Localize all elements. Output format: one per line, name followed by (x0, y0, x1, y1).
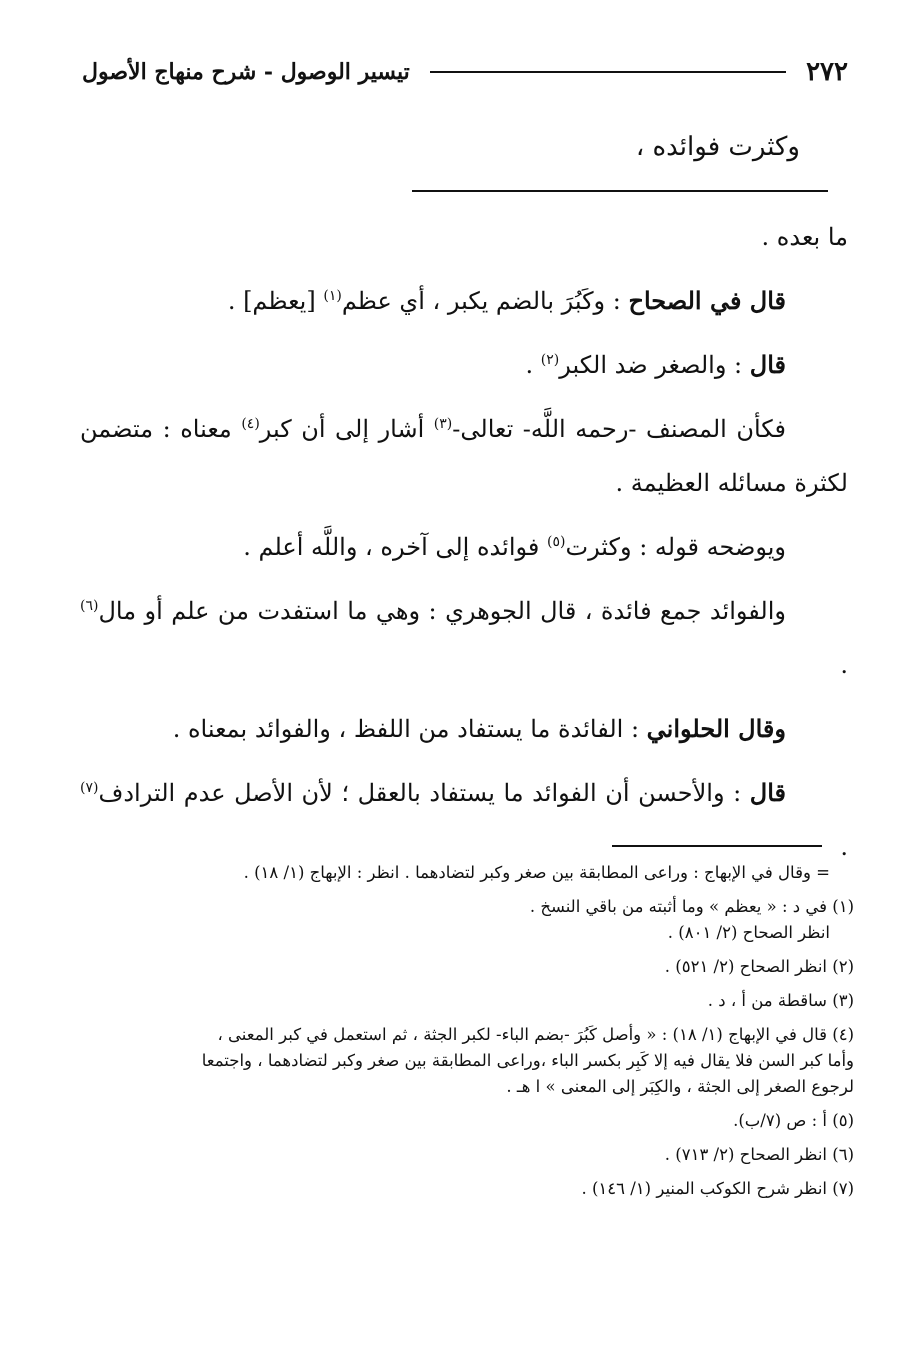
footnote-7: (٧) انظر شرح الكوكب المنير (١/ ١٤٦) . (581, 1179, 854, 1198)
book-title: تيسير الوصول - شرح منهاج الأصول (82, 59, 410, 85)
footnote-ref-1[interactable]: (١) (323, 288, 342, 304)
footnote-ref-7[interactable]: (٧) (80, 780, 99, 796)
running-header (82, 52, 848, 92)
page-number: ٢٧٢ (806, 57, 848, 87)
paragraph-6: والفوائد جمع فائدة ، قال الجوهري : وهي ما استفدت من علم أو مال$^{(٦)}$ . (80, 597, 848, 679)
lemma-rule (412, 190, 828, 192)
matn-lemma: وكثرت فوائده ، (635, 132, 800, 162)
footnote-ref-4[interactable]: (٤) (241, 416, 260, 432)
speaker-lead: وقال الحلواني (646, 714, 786, 743)
footnotes (86, 860, 854, 1210)
footnote-1: (١) في د : « يعظم » وما أثبته من باقي النسخ . انظر الصحاح (٢/ ٨٠١) . (529, 897, 854, 942)
footnote-ref-6[interactable]: (٦) (80, 598, 99, 614)
paragraph-4: فكأن المصنف -رحمه اللَّه- تعالى-$^{(٣)}$ أشار إلى أن كبر$^{(٤)}$ معناه : متضمن لكثرة مسائله العظيمة . (80, 415, 848, 497)
speaker-lead: قال (749, 778, 786, 807)
paragraph-8: قال : والأحسن أن الفوائد ما يستفاد بالعقل ؛ لأن الأصل عدم الترادف$^{(٧)}$ . (80, 778, 848, 861)
footnote-3: (٣) ساقطة من أ ، د . (707, 991, 854, 1010)
footnote-continuation: = وقال في الإبهاج : وراعى المطابقة بين صغر وكبر لتضادهما . انظر : الإبهاج (١/ ١٨) . (243, 863, 830, 882)
paragraph-3: قال : والصغر ضد الكبر$^{(٢)}$ . (525, 350, 786, 379)
main-text (80, 210, 848, 884)
header-rule (430, 71, 786, 73)
footnote-2: (٢) انظر الصحاح (٢/ ٥٢١) . (664, 957, 854, 976)
footnote-ref-3[interactable]: (٣) (433, 416, 453, 432)
footnote-separator (612, 845, 822, 847)
footnote-6: (٦) انظر الصحاح (٢/ ٧١٣) . (664, 1145, 854, 1164)
speaker-lead: قال في الصحاح (628, 286, 786, 315)
paragraph-7: وقال الحلواني : الفائدة ما يستفاد من اللفظ ، والفوائد بمعناه . (172, 714, 786, 743)
paragraph-1: ما بعده . (761, 223, 848, 251)
footnote-ref-5[interactable]: (٥) (547, 534, 566, 550)
speaker-lead: قال (749, 350, 786, 379)
footnote-5: (٥) أ : ص (٧/ب). (733, 1111, 854, 1130)
paragraph-5: ويوضحه قوله : وكثرت$^{(٥)}$ فوائده إلى آخره ، واللَّه أعلم . (243, 533, 786, 561)
footnote-ref-2[interactable]: (٢) (540, 352, 560, 368)
footnote-4: (٤) قال في الإبهاج (١/ ١٨) : « وأصل كَبُرَ -بضم الباء- لكبر الجثة ، ثم استعمل في كبر المعنى ، وأما كبر السن فلا يقال فيه إلا كَبِر بكسر الباء ،وراعى المطابقة بين صغر وكبر لتضادهما ، واجتمعا لرجوع الصغر إلى الجثة ، والكِبَر إلى المعنى » ا هـ . (201, 1025, 854, 1096)
paragraph-2: قال في الصحاح : وكَبُرَ بالضم يكبر ، أي عظم$^{(١)}$ [يعظم] . (227, 286, 786, 315)
